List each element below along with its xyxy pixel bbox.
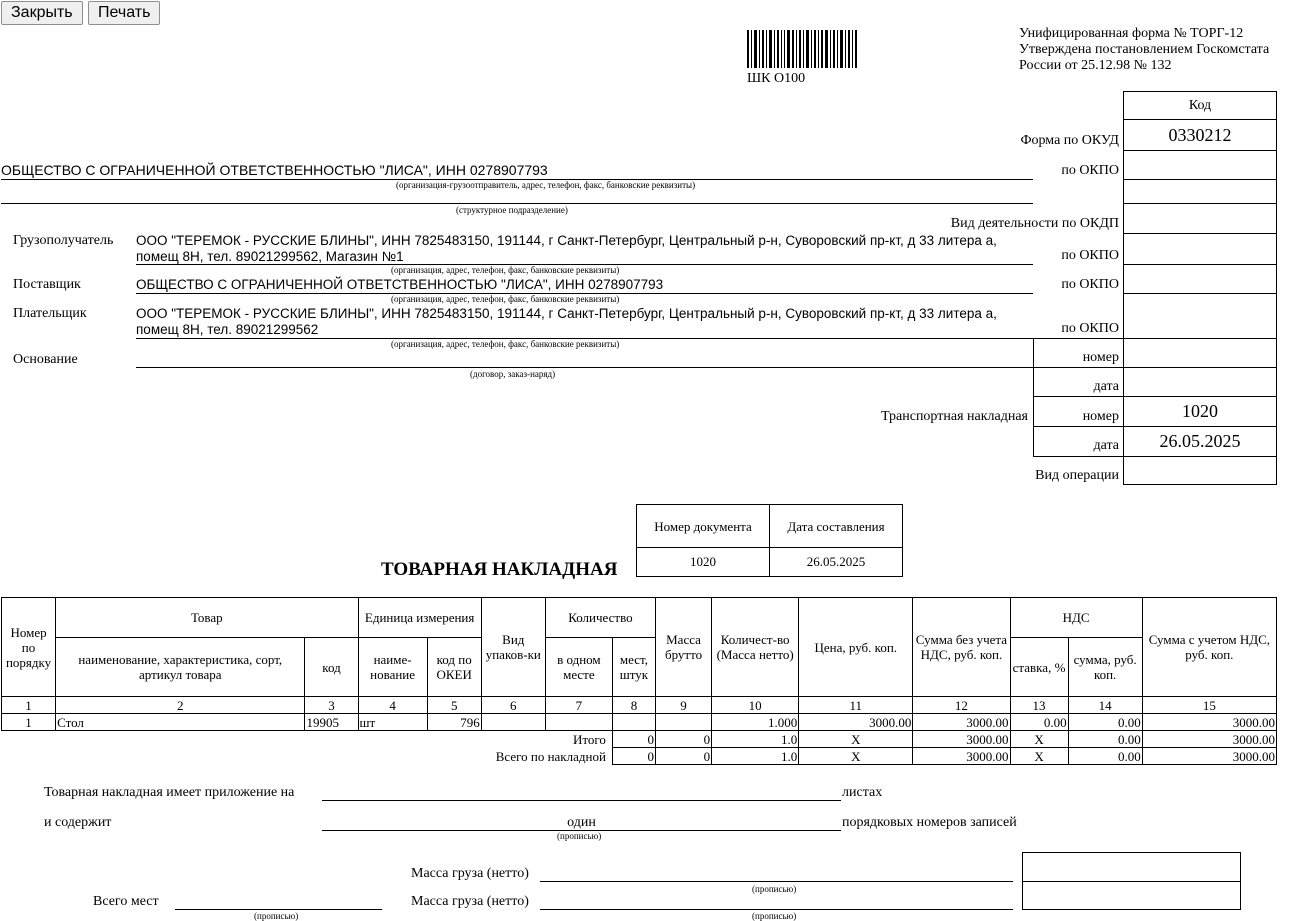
supplier-label: Поставщик <box>13 277 81 292</box>
th-unit: Единица измерения <box>358 598 481 638</box>
payer-value <box>136 306 997 338</box>
places-total-label: Всего мест <box>93 894 159 909</box>
col-num: 9 <box>655 697 711 714</box>
sheets-label: листах <box>842 785 883 800</box>
cell-unit: шт <box>358 714 427 731</box>
th-qty-places: мест, штук <box>612 638 655 697</box>
okpo-supplier-box <box>1123 264 1277 294</box>
th-price: Цена, руб. коп. <box>799 598 913 697</box>
basis-underline <box>136 367 1033 368</box>
form-header-line3: России от 25.12.98 № 132 <box>1019 58 1172 73</box>
okpo-label-payer: по ОКПО <box>1061 321 1119 336</box>
cell-okei: 796 <box>427 714 481 731</box>
mass-net-label-1: Масса груза (нетто) <box>411 866 529 881</box>
cell-sum: 3000.00 <box>913 714 1010 731</box>
basis-caption: (договор, заказ-наряд) <box>470 369 556 379</box>
col-num: 12 <box>913 697 1010 714</box>
itogo-net: 1.0 <box>712 731 799 748</box>
transport-label: Транспортная накладная <box>881 409 1028 424</box>
transport-number-label: номер <box>1082 409 1119 424</box>
contains-value: один <box>567 815 596 830</box>
col-num: 11 <box>799 697 913 714</box>
supplier-caption: (организация, адрес, телефон, факс, банковские реквизиты) <box>391 294 620 304</box>
th-qty-per: в одном месте <box>545 638 612 697</box>
itogo-row <box>2 731 1277 748</box>
places-total-caption: (прописью) <box>254 911 299 921</box>
okdp-label: Вид деятельности по ОКДП <box>950 216 1119 231</box>
okpo-consignee-box <box>1123 233 1277 265</box>
barcode-image <box>747 30 859 68</box>
cell-places <box>612 714 655 731</box>
basis-number-label: номер <box>1082 350 1119 365</box>
basis-date-box <box>1123 367 1277 397</box>
itogo-rate: X <box>1010 731 1068 748</box>
places-total-underline <box>175 909 382 910</box>
th-net: Количест-во (Масса нетто) <box>712 598 799 697</box>
payer-caption: (организация, адрес, телефон, факс, банковские реквизиты) <box>391 339 620 349</box>
consignee-value <box>136 233 997 265</box>
vsego-price: X <box>799 748 913 765</box>
cell-code: 19905 <box>305 714 358 731</box>
cell-rate: 0.00 <box>1010 714 1068 731</box>
print-button[interactable]: Печать <box>88 1 160 25</box>
division-box <box>1123 179 1277 204</box>
th-pack: Вид упаков-ки <box>481 598 545 697</box>
cell-net: 1.000 <box>712 714 799 731</box>
itogo-vat: 0.00 <box>1068 731 1142 748</box>
th-sum-vat: Сумма с учетом НДС, руб. коп. <box>1142 598 1276 697</box>
form-header <box>1019 26 1269 74</box>
operation-label: Вид операции <box>1035 468 1119 483</box>
close-button[interactable]: Закрыть <box>1 1 83 25</box>
itogo-total: 3000.00 <box>1142 731 1276 748</box>
consignee-label: Грузополучатель <box>13 233 114 248</box>
itogo-sum: 3000.00 <box>913 731 1010 748</box>
contains-caption: (прописью) <box>557 831 602 841</box>
consignee-line2: помещ 8Н, тел. 89021299562, Магазин №1 <box>136 249 404 264</box>
shipper-value: ОБЩЕСТВО С ОГРАНИЧЕННОЙ ОТВЕТСТВЕННОСТЬЮ "ЛИСА", ИНН 0278907793 <box>1 162 548 178</box>
attach-label: Товарная накладная имеет приложение на <box>44 785 295 800</box>
vsego-net: 1.0 <box>712 748 799 765</box>
form-header-line1: Унифицированная форма № ТОРГ-12 <box>1019 26 1244 41</box>
doc-date: 26.05.2025 <box>770 548 903 577</box>
th-vat-rate: ставка, % <box>1010 638 1068 697</box>
col-num: 10 <box>712 697 799 714</box>
cell-name: Стол <box>56 714 305 731</box>
doc-number-header: Номер документа <box>637 505 770 548</box>
shipper-caption: (организация-грузоотправитель, адрес, телефон, факс, банковские реквизиты) <box>396 180 696 190</box>
consignee-line1: ООО "ТЕРЕМОК - РУССКИЕ БЛИНЫ", ИНН 7825483150, 191144, г Санкт-Петербург, Центральный р-н, Суворовский пр-кт, д 33 литера а, <box>136 233 997 248</box>
col-num: 7 <box>545 697 612 714</box>
mass-box-2 <box>1022 881 1241 910</box>
mass-net-underline-2 <box>540 909 1013 910</box>
okpo-payer-box <box>1123 293 1277 339</box>
transport-number-value: 1020 <box>1123 396 1277 427</box>
attach-underline <box>322 800 841 801</box>
th-sum-no-vat: Сумма без учета НДС, руб. коп. <box>913 598 1010 697</box>
col-num: 6 <box>481 697 545 714</box>
cell-per <box>545 714 612 731</box>
payer-line1: ООО "ТЕРЕМОК - РУССКИЕ БЛИНЫ", ИНН 7825483150, 191144, г Санкт-Петербург, Центральный р-н, Суворовский пр-кт, д 33 литера а, <box>136 306 997 321</box>
th-num: Номер по порядку <box>2 598 56 697</box>
basis-date-label: дата <box>1093 379 1119 394</box>
th-qty: Количество <box>545 598 655 638</box>
code-header: Код <box>1123 91 1277 120</box>
supplier-value: ОБЩЕСТВО С ОГРАНИЧЕННОЙ ОТВЕТСТВЕННОСТЬЮ "ЛИСА", ИНН 0278907793 <box>136 277 664 292</box>
okpo-label-shipper: по ОКПО <box>1061 163 1119 178</box>
vsego-places: 0 <box>612 748 655 765</box>
th-vat: НДС <box>1010 598 1142 638</box>
doc-date-header: Дата составления <box>770 505 903 548</box>
okdp-box <box>1123 203 1277 234</box>
col-num: 14 <box>1068 697 1142 714</box>
col-num: 5 <box>427 697 481 714</box>
division-caption: (структурное подразделение) <box>456 205 568 215</box>
itogo-price: X <box>799 731 913 748</box>
payer-line2: помещ 8Н, тел. 89021299562 <box>136 322 319 337</box>
th-unit-okei: код по ОКЕИ <box>427 638 481 697</box>
col-num: 8 <box>612 697 655 714</box>
vsego-vat: 0.00 <box>1068 748 1142 765</box>
okpo-label-consignee: по ОКПО <box>1061 248 1119 263</box>
cell-price: 3000.00 <box>799 714 913 731</box>
col-num: 15 <box>1142 697 1276 714</box>
mass-net-caption-1: (прописью) <box>752 884 797 894</box>
th-goods-name: наименование, характеристика, сорт, артикул товара <box>56 638 305 697</box>
vsego-gross: 0 <box>655 748 711 765</box>
col-num: 2 <box>56 697 305 714</box>
basis-number-box <box>1123 338 1277 368</box>
col-num: 4 <box>358 697 427 714</box>
col-num: 1 <box>2 697 56 714</box>
cell-num: 1 <box>2 714 56 731</box>
vsego-label: Всего по накладной <box>495 748 606 764</box>
col-num: 3 <box>305 697 358 714</box>
mass-net-label-2: Масса груза (нетто) <box>411 894 529 909</box>
doc-number-table <box>636 504 903 577</box>
doc-title: ТОВАРНАЯ НАКЛАДНАЯ <box>381 559 618 580</box>
itogo-places: 0 <box>612 731 655 748</box>
table-row <box>2 714 1277 731</box>
mass-box-1 <box>1022 852 1241 882</box>
cell-gross <box>655 714 711 731</box>
vsego-total: 3000.00 <box>1142 748 1276 765</box>
okpo-label-supplier: по ОКПО <box>1061 277 1119 292</box>
col-num: 13 <box>1010 697 1068 714</box>
cell-vat: 0.00 <box>1068 714 1142 731</box>
th-unit-name: наиме-нование <box>358 638 427 697</box>
col-number-row <box>2 697 1277 714</box>
okpo-shipper-box <box>1123 150 1277 180</box>
transport-date-label: дата <box>1093 438 1119 453</box>
th-gross: Масса брутто <box>655 598 711 697</box>
barcode-caption: ШК О100 <box>747 71 806 86</box>
mass-net-caption-2: (прописью) <box>752 911 797 921</box>
cell-total: 3000.00 <box>1142 714 1276 731</box>
payer-label: Плательщик <box>13 306 87 321</box>
contains-label: и содержит <box>44 815 112 830</box>
doc-number: 1020 <box>637 548 770 577</box>
mass-net-underline-1 <box>540 881 1013 882</box>
transport-date-value: 26.05.2025 <box>1123 426 1277 457</box>
items-table <box>1 597 1277 765</box>
th-vat-sum: сумма, руб. коп. <box>1068 638 1142 697</box>
th-goods: Товар <box>56 598 358 638</box>
basis-label: Основание <box>13 352 78 367</box>
vsego-row <box>2 748 1277 765</box>
vsego-sum: 3000.00 <box>913 748 1010 765</box>
vsego-rate: X <box>1010 748 1068 765</box>
form-header-line2: Утверждена постановлением Госкомстата <box>1019 42 1270 57</box>
th-goods-code: код <box>305 638 358 697</box>
division-underline <box>1 203 1033 204</box>
cell-pack <box>481 714 545 731</box>
records-label: порядковых номеров записей <box>842 815 1017 830</box>
okud-value: 0330212 <box>1123 119 1277 151</box>
itogo-gross: 0 <box>655 731 711 748</box>
okud-label: Форма по ОКУД <box>1020 133 1119 148</box>
operation-box <box>1123 456 1277 485</box>
consignee-caption: (организация, адрес, телефон, факс, банковские реквизиты) <box>391 265 620 275</box>
itogo-label: Итого <box>573 731 606 747</box>
